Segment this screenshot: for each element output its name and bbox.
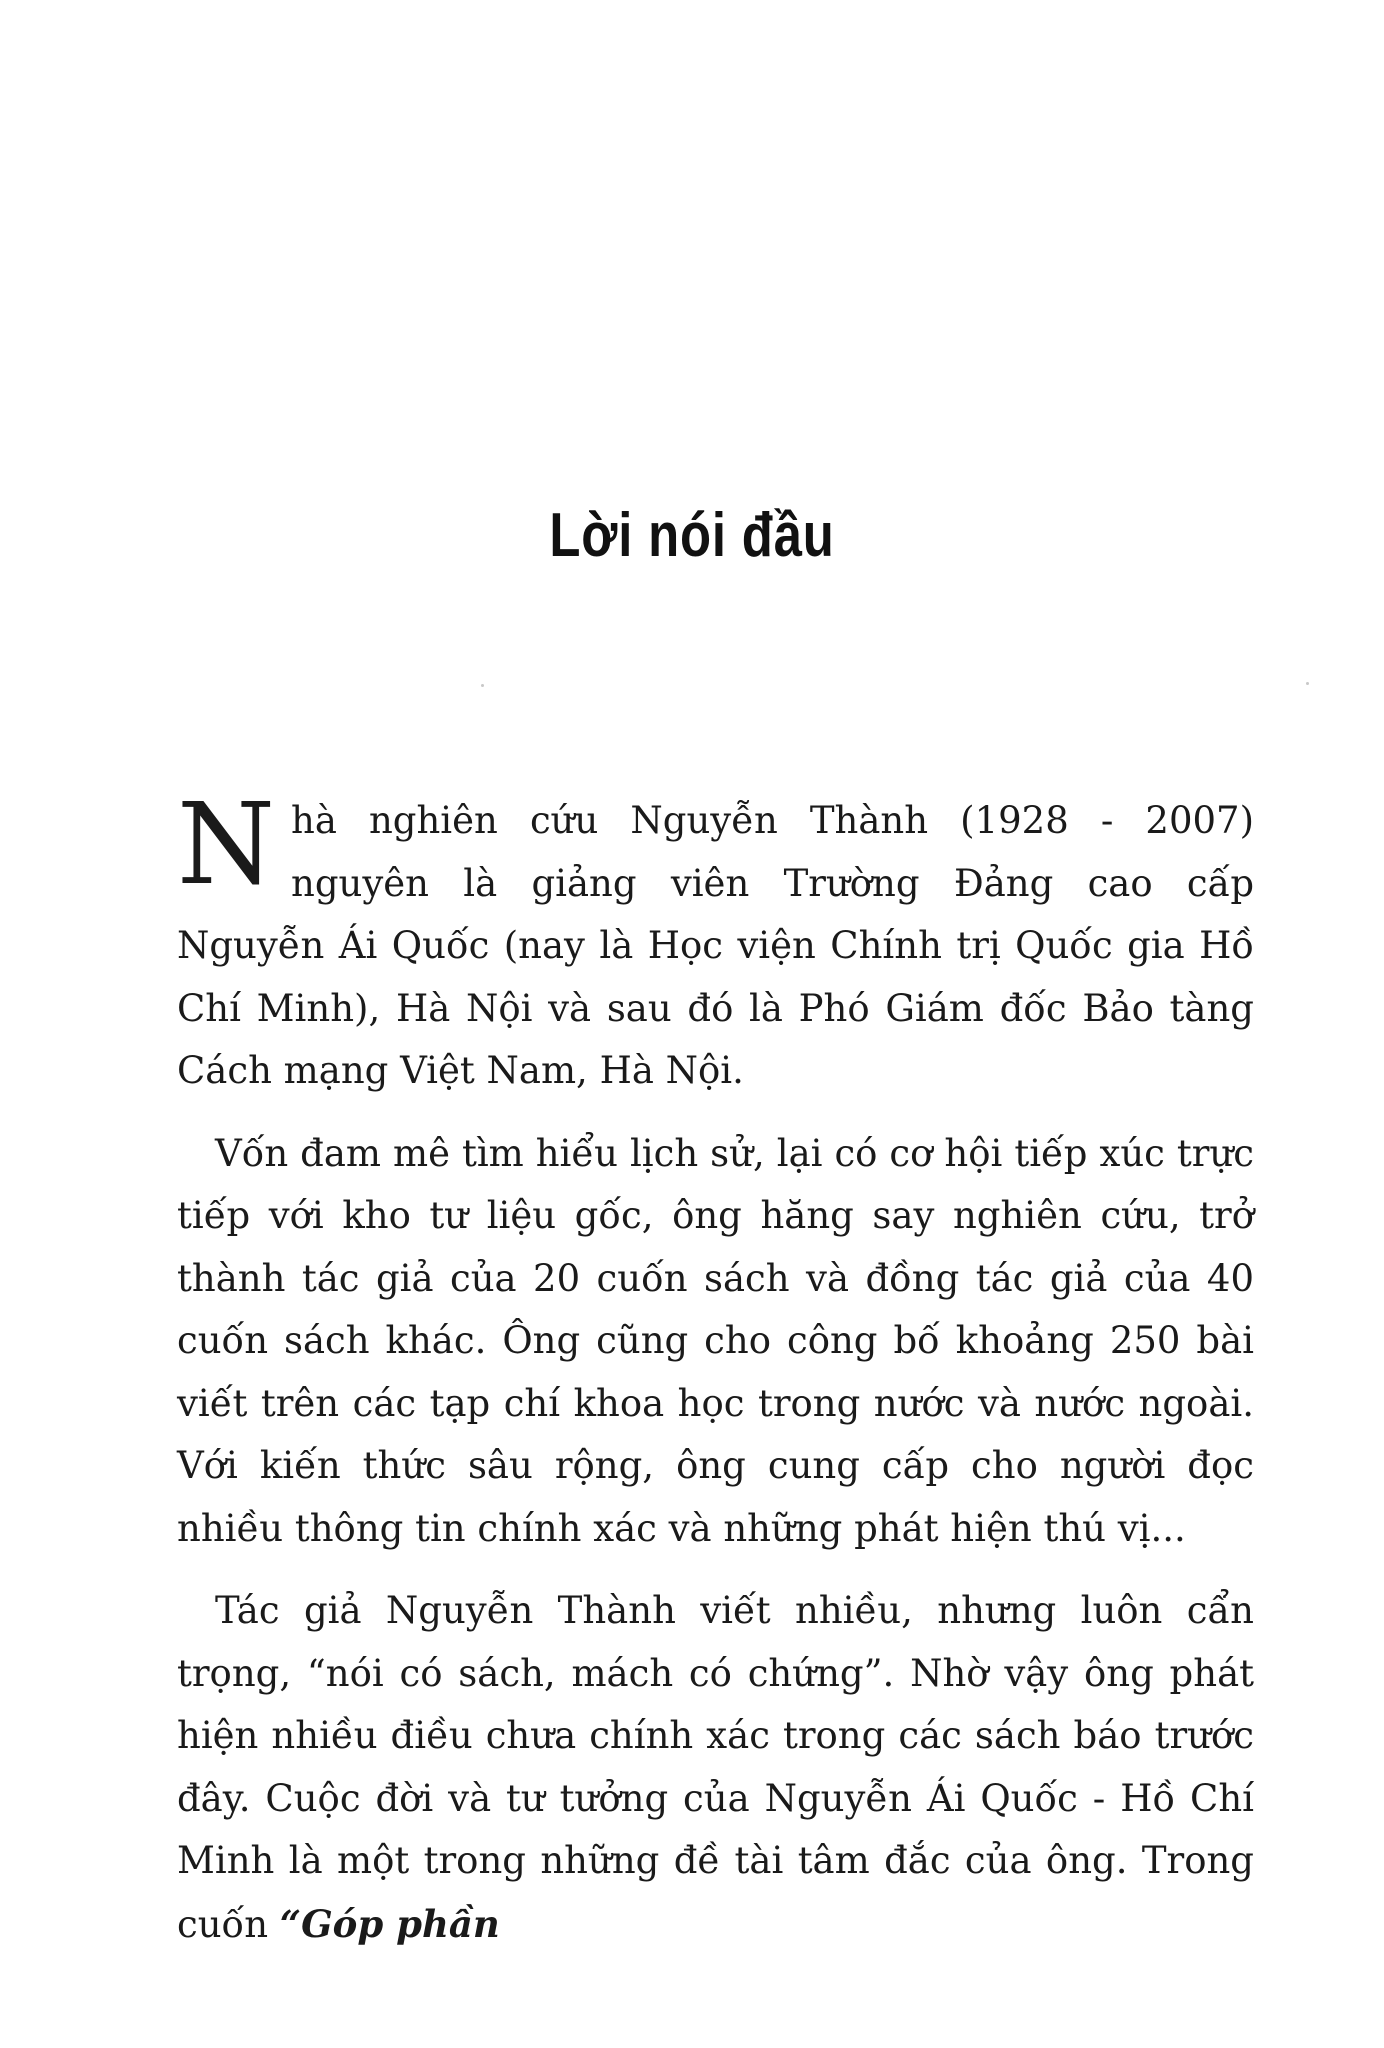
page-title: Lời nói đầu [549, 501, 835, 570]
print-speck [1306, 682, 1309, 685]
book-title-emphasis: “Góp phần [279, 1901, 500, 1946]
paragraph-method [177, 1580, 1254, 1956]
drop-cap: N [177, 780, 275, 910]
paragraph-intro [177, 780, 1254, 1103]
body-text [177, 780, 1254, 1976]
paragraph-text: Vốn đam mê tìm hiểu lịch sử, lại có cơ hội tiếp xúc trực tiếp với kho tư liệu gốc, ông hăng say nghiên cứu, trở thành tác giả của 20 cuốn sách và đồng tác giả của 40 cuốn sách khác. Ông cũng cho công bố khoảng 250 bài viết trên các tạp chí khoa học trong nước và nước ngoài. Với kiến thức sâu rộng, ông cung cấp cho người đọc nhiều thông tin chính xác và những phát hiện thú vị... [177, 1131, 1254, 1550]
paragraph-text: Tác giả Nguyễn Thành viết nhiều, nhưng luôn cẩn trọng, “nói có sách, mách có chứng”. Nhờ vậy ông phát hiện nhiều điều chưa chính xác trong các sách báo trước đây. Cuộc đời và tư tưởng của Nguyễn Ái Quốc - Hồ Chí Minh là một trong những đề tài tâm đắc của ông. Trong cuốn [177, 1589, 1254, 1946]
paragraph-text: hà nghiên cứu Nguyễn Thành (1928 - 2007) nguyên là giảng viên Trường Đảng cao cấp Nguyễn Ái Quốc (nay là Học viện Chính trị Quốc gia Hồ Chí Minh), Hà Nội và sau đó là Phó Giám đốc Bảo tàng Cách mạng Việt Nam, Hà Nội. [177, 799, 1254, 1092]
print-speck [481, 684, 484, 687]
paragraph-career [177, 1123, 1254, 1561]
